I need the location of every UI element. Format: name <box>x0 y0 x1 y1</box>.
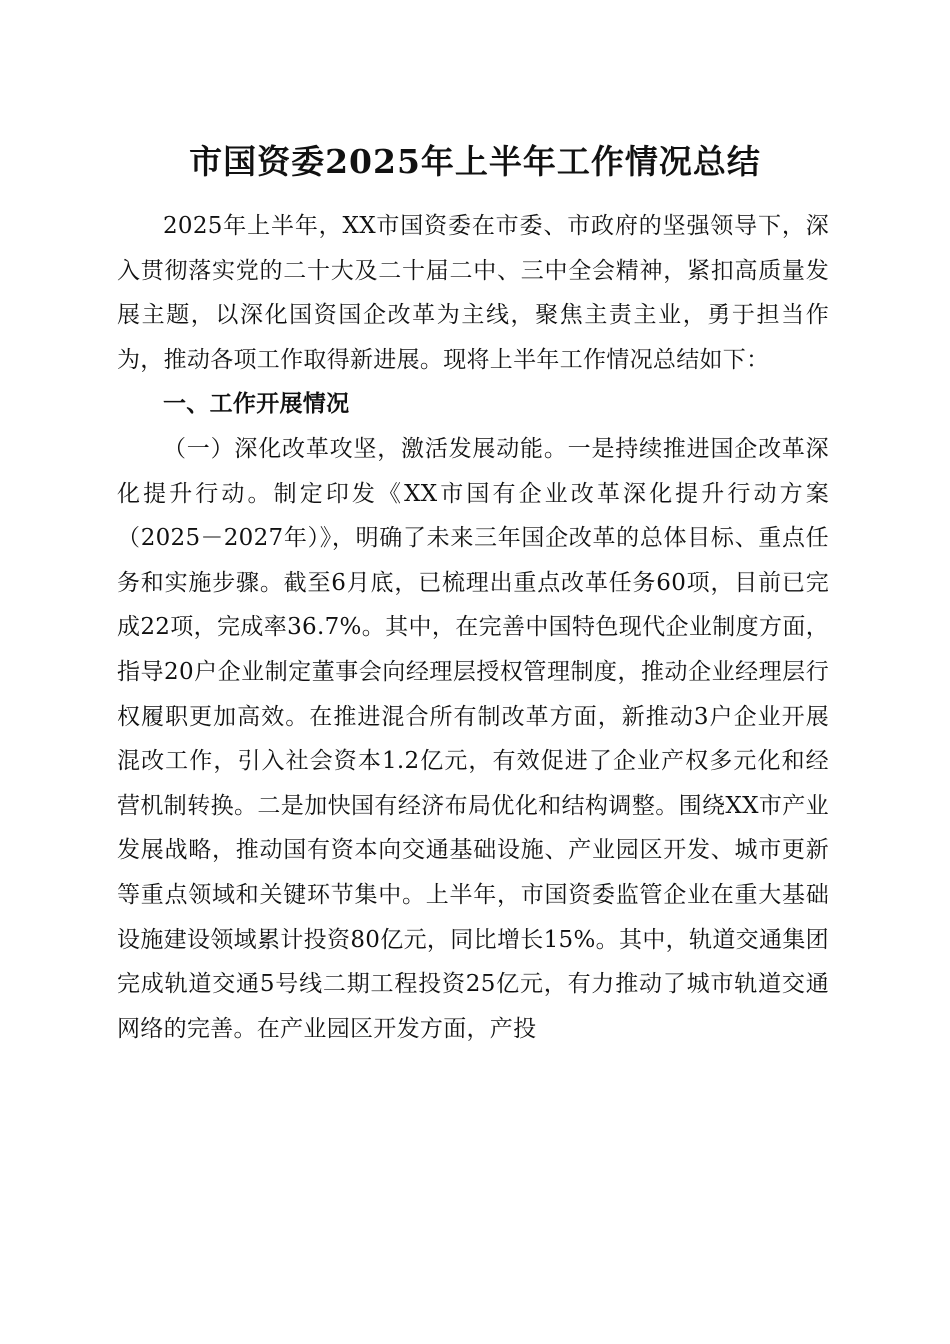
subsection-paragraph <box>117 427 829 1051</box>
subsection-body: 一是持续推进国企改革深化提升行动。制定印发《XX市国有企业改革深化提升行动方案（2025－2027年）》，明确了未来三年国企改革的总体目标、重点任务和实施步骤。截至6月底，已梳理出重点改革任务60项，目前已完成22项，完成率36.7%。其中，在完善中国特色现代企业制度方面，指导20户企业制定董事会向经理层授权管理制度，推动企业经理层行权履职更加高效。在推进混合所有制改革方面，新推动3户企业开展混改工作，引入社会资本1.2亿元，有效促进了企业产权多元化和经营机制转换。二是加快国有经济布局优化和结构调整。围绕XX市产业发展战略，推动国有资本向交通基础设施、产业园区开发、城市更新等重点领域和关键环节集中。上半年，市国资委监管企业在重大基础设施建设领域累计投资80亿元，同比增长15%。其中，轨道交通集团完成轨道交通5号线二期工程投资25亿元，有力推动了城市轨道交通网络的完善。在产业园区开发方面，产投 <box>117 435 829 1042</box>
document-body <box>117 204 829 1051</box>
subsection-lead: （一）深化改革攻坚，激活发展动能。 <box>163 435 568 462</box>
intro-paragraph: 2025年上半年，XX市国资委在市委、市政府的坚强领导下，深入贯彻落实党的二十大及二十届二中、三中全会精神，紧扣高质量发展主题，以深化国资国企改革为主线，聚焦主责主业，勇于担当作为，推动各项工作取得新进展。现将上半年工作情况总结如下： <box>117 213 829 373</box>
document-title: 市国资委2025年上半年工作情况总结 <box>189 142 761 181</box>
section-heading: 一、工作开展情况 <box>163 391 350 418</box>
